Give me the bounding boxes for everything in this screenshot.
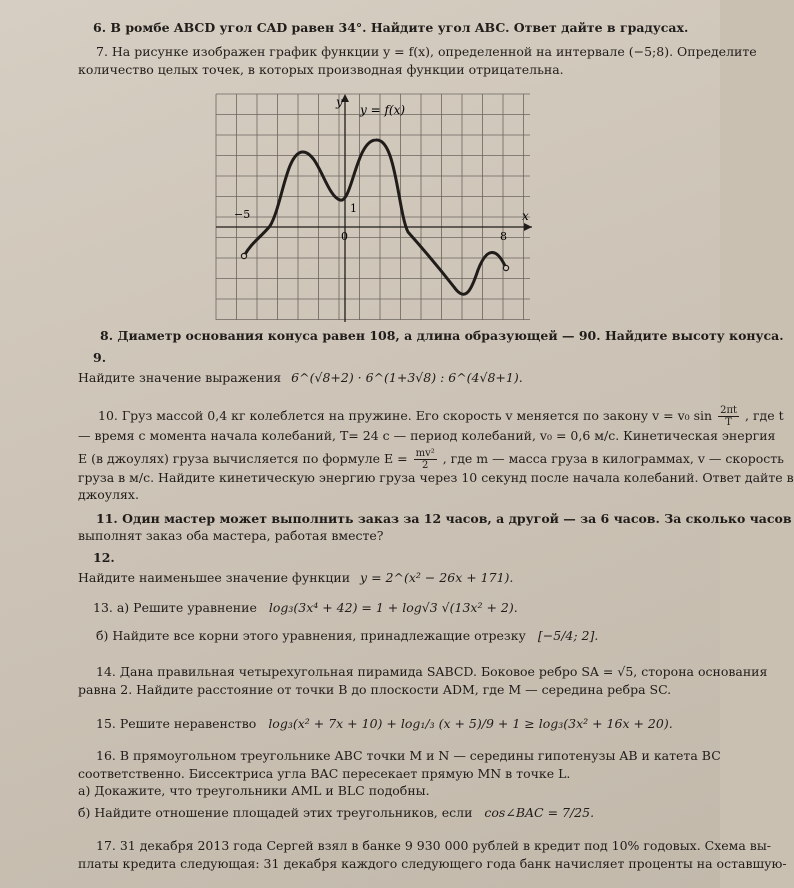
problem-16-line-1: 16. В прямоугольном треугольнике ABC точки M и N — середины гипотенузы AB и катета BC (96, 748, 721, 763)
problem-16-expression: cos∠BAC = 7/25. (484, 805, 595, 820)
function-graph (214, 92, 532, 322)
problem-7-line-1: 7. На рисунке изображен график функции y = f(x), определенной на интервале (−5;8). Определите (96, 44, 757, 59)
tick-label-0: 0 (341, 230, 348, 243)
problem-12-label: Найдите наименьшее значение функции (78, 570, 351, 585)
problem-13a (93, 600, 518, 616)
tick-label-neg5: −5 (234, 208, 251, 221)
problem-10-line-1-end: , где t (745, 408, 784, 423)
problem-12-expression: y = 2^(x² − 26x + 171). (360, 570, 514, 585)
problem-14-line-1: 14. Дана правильная четырехугольная пирамида SABCD. Боковое ребро SA = √5, сторона основания (96, 664, 768, 679)
problem-10-fraction-1 (718, 405, 739, 428)
curve-end-point (503, 265, 508, 270)
problem-10-line-1-text: 10. Груз массой 0,4 кг колеблется на пружине. Его скорость v меняется по закону v = v₀ sin (98, 408, 713, 423)
problem-13b (96, 628, 598, 644)
problem-13a-expression: log₃(3x⁴ + 42) = 1 + log√3 √(13x² + 2). (268, 600, 518, 615)
function-label: y = f(x) (360, 103, 406, 117)
problem-11-line-2: выполнят заказ оба мастера, работая вместе? (78, 528, 384, 543)
problem-9-label: Найдите значение выражения (78, 370, 282, 385)
problem-10-line-5: джоулях. (78, 487, 139, 502)
problem-14-line-2: равна 2. Найдите расстояние от точки B до плоскости ADM, где M — середина ребра SC. (78, 682, 672, 697)
problem-13a-label: 13. а) Решите уравнение (93, 600, 257, 615)
problem-10-fraction-2 (414, 448, 437, 471)
problem-10-line-2: — время с момента начала колебаний, T= 24 с — период колебаний, v₀ = 0,6 м/с. Кинетическая энергия (78, 428, 776, 443)
problem-10-line-3-end: , где m — масса груза в килограммах, v — скорость (442, 451, 784, 466)
y-axis-label: y (336, 95, 343, 109)
problem-13b-expression: [−5/4; 2]. (537, 628, 599, 643)
problem-6: 6. В ромбе ABCD угол CAD равен 34°. Найдите угол ABC. Ответ дайте в градусах. (93, 20, 689, 35)
problem-10-line-4: груза в м/с. Найдите кинетическую энергию груза через 10 секунд после начала колебаний. Ответ дайте в (78, 470, 794, 485)
problem-9-text (78, 370, 523, 386)
problem-17-line-1: 17. 31 декабря 2013 года Сергей взял в банке 9 930 000 рублей в кредит под 10% годовых. Схема вы- (96, 838, 772, 853)
problem-17-line-2: платы кредита следующая: 31 декабря каждого следующего года банк начисляет проценты на оставшую- (78, 856, 787, 871)
x-axis-arrow (524, 223, 532, 231)
problem-9-number: 9. (93, 350, 107, 365)
problem-16-line-2: соответственно. Биссектриса угла BAC пересекает прямую MN в точке L. (78, 766, 571, 781)
curve-start-point (241, 253, 246, 258)
problem-15 (96, 716, 673, 732)
problem-8: 8. Диаметр основания конуса равен 108, а длина образующей — 90. Найдите высоту конуса. (100, 328, 784, 343)
graph-grid (216, 94, 530, 320)
problem-16-line-3: а) Докажите, что треугольники AML и BLC подобны. (78, 783, 430, 798)
problem-10-line-3-start: E (в джоулях) груза вычисляется по формуле E = (78, 451, 408, 466)
fraction-1-denominator: T (725, 417, 732, 428)
problem-9-expression: 6^(√8+2) · 6^(1+3√8) : 6^(4√8+1). (291, 370, 523, 385)
problem-15-label: 15. Решите неравенство (96, 716, 257, 731)
problem-10-line-3 (78, 448, 784, 471)
tick-label-8: 8 (500, 230, 507, 243)
fraction-2-numerator: mv² (415, 448, 435, 459)
fraction-1-numerator: 2πt (720, 405, 738, 416)
tick-label-1: 1 (350, 202, 357, 215)
problem-16-line-4 (78, 805, 594, 821)
problem-10-line-1 (98, 405, 784, 428)
problem-12-text (78, 570, 513, 586)
problem-15-expression: log₃(x² + 7x + 10) + log₁/₃ (x + 5)/9 + 1 ≥ log₃(3x² + 16x + 20). (268, 716, 673, 731)
fraction-2-denominator: 2 (421, 460, 429, 471)
problem-13b-label: б) Найдите все корни этого уравнения, принадлежащие отрезку (96, 628, 526, 643)
problem-7-line-2: количество целых точек, в которых производная функции отрицательна. (78, 62, 564, 77)
x-axis-label: x (522, 209, 529, 223)
problem-11-line-1: 11. Один мастер может выполнить заказ за 12 часов, а другой — за 6 часов. За сколько часов (96, 511, 792, 526)
problem-12-number: 12. (93, 550, 115, 565)
problem-16-line-4-text: б) Найдите отношение площадей этих треугольников, если (78, 805, 473, 820)
